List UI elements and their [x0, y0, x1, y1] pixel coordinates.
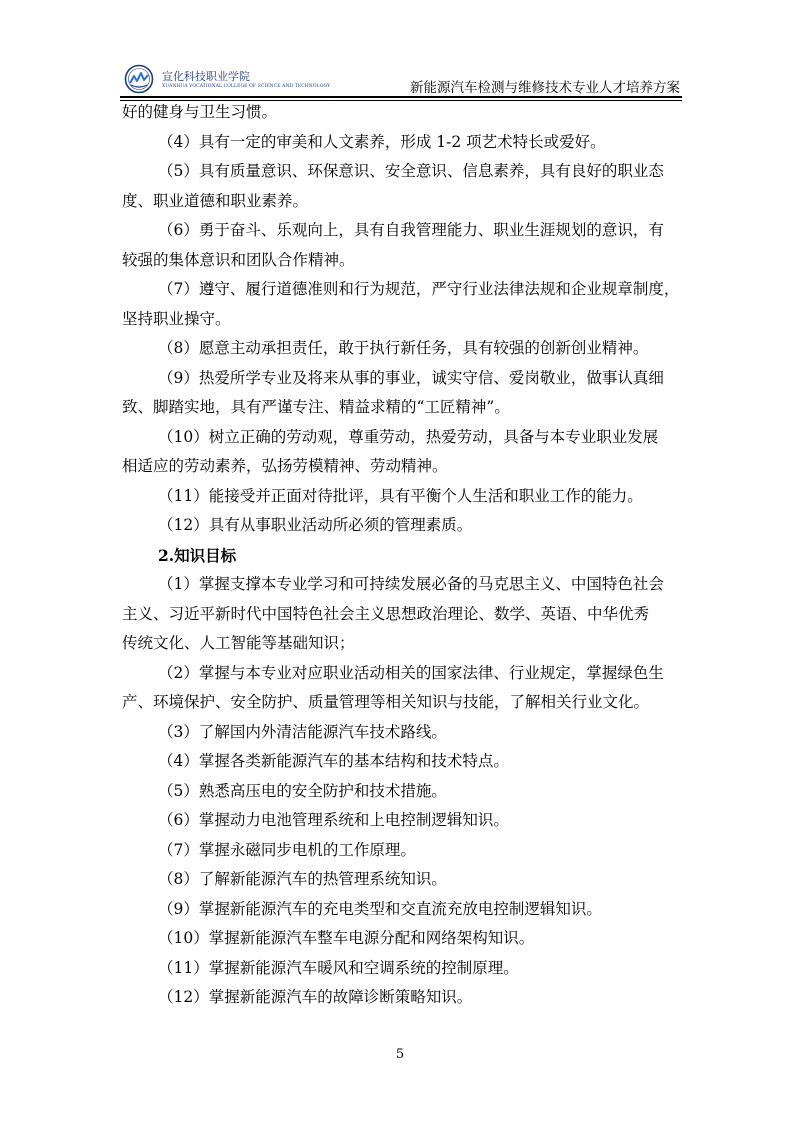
- college-emblem-icon: [124, 64, 154, 94]
- body-line: （7）遵守、履行道德准则和行为规范，严守行业法律法规和企业规章制度，: [158, 280, 680, 298]
- body-line: （10）树立正确的劳动观，尊重劳动，热爱劳动，具备与本专业职业发展: [158, 427, 659, 446]
- body-line: （2）掌握与本专业对应职业活动相关的国家法律、行业规定，掌握绿色生: [158, 663, 664, 682]
- body-line: 度、职业道德和职业素养。: [122, 191, 309, 210]
- body-line: （11）掌握新能源汽车暖风和空调系统的控制原理。: [158, 958, 519, 977]
- body-line: 好的健身与卫生习惯。: [122, 103, 278, 121]
- body-line: （11）能接受并正面对待批评，具有平衡个人生活和职业工作的能力。: [158, 486, 643, 505]
- page-body: [122, 98, 684, 1013]
- body-line: （6）勇于奋斗、乐观向上，具有自我管理能力、职业生涯规划的意识，有: [158, 221, 664, 239]
- body-line: （4）具有一定的审美和人文素养，形成 1-2 项艺术特长或爱好。: [158, 132, 606, 151]
- body-line: （8）愿意主动承担责任，敢于执行新任务，具有较强的创新创业精神。: [158, 339, 649, 357]
- document-title: 新能源汽车检测与维修技术专业人才培养方案: [410, 80, 680, 96]
- body-line: 坚持职业操守。: [122, 309, 231, 328]
- section-heading: 2.知识目标: [158, 545, 237, 565]
- body-line: 相适应的劳动素养，弘扬劳模精神、劳动精神。: [122, 457, 448, 475]
- body-line: 较强的集体意识和团队合作精神。: [122, 250, 355, 269]
- body-line: 主义、习近平新时代中国特色社会主义思想政治理论、数学、英语、中华优秀: [122, 604, 650, 623]
- body-line: 产、环境保护、安全防护、质量管理等相关知识与技能，了解相关行业文化。: [122, 693, 650, 711]
- body-line: （1）掌握支撑本专业学习和可持续发展必备的马克思主义、中国特色社会: [158, 575, 664, 593]
- body-line: （3）了解国内外清洁能源汽车技术路线。: [158, 722, 447, 741]
- body-line: （5）熟悉高压电的安全防护和技术措施。: [158, 781, 447, 800]
- body-line: 传统文化、人工智能等基础知识；: [122, 634, 355, 652]
- body-line: （9）掌握新能源汽车的充电类型和交直流充放电控制逻辑知识。: [158, 899, 602, 918]
- page-number: 5: [395, 1047, 405, 1062]
- body-line: （10）掌握新能源汽车整车电源分配和网络架构知识。: [158, 929, 535, 947]
- college-logo: [124, 64, 331, 96]
- body-line: 致、脚踏实地，具有严谨专注、精益求精的“工匠精神”。: [122, 398, 510, 416]
- body-line: （12）掌握新能源汽车的故障诊断策略知识。: [158, 988, 473, 1006]
- body-line: （9）热爱所学专业及将来从事的事业，诚实守信、爱岗敬业，做事认真细: [158, 368, 664, 387]
- page-header: [120, 60, 682, 98]
- body-line: （6）掌握动力电池管理系统和上电控制逻辑知识。: [158, 811, 509, 829]
- body-line: （8）了解新能源汽车的热管理系统知识。: [158, 870, 447, 888]
- body-line: （4）掌握各类新能源汽车的基本结构和技术特点。: [158, 752, 509, 770]
- logo-english-name: XUANHUA VOCATIONAL COLLEGE OF SCIENCE AND TECHNOLOGY: [162, 84, 331, 89]
- body-line: （5）具有质量意识、环保意识、安全意识、信息素养，具有良好的职业态: [158, 162, 664, 180]
- logo-college-name: 宣化科技职业学院: [162, 70, 250, 83]
- body-line: （12）具有从事职业活动所必须的管理素质。: [158, 516, 473, 534]
- body-line: （7）掌握永磁同步电机的工作原理。: [158, 840, 416, 859]
